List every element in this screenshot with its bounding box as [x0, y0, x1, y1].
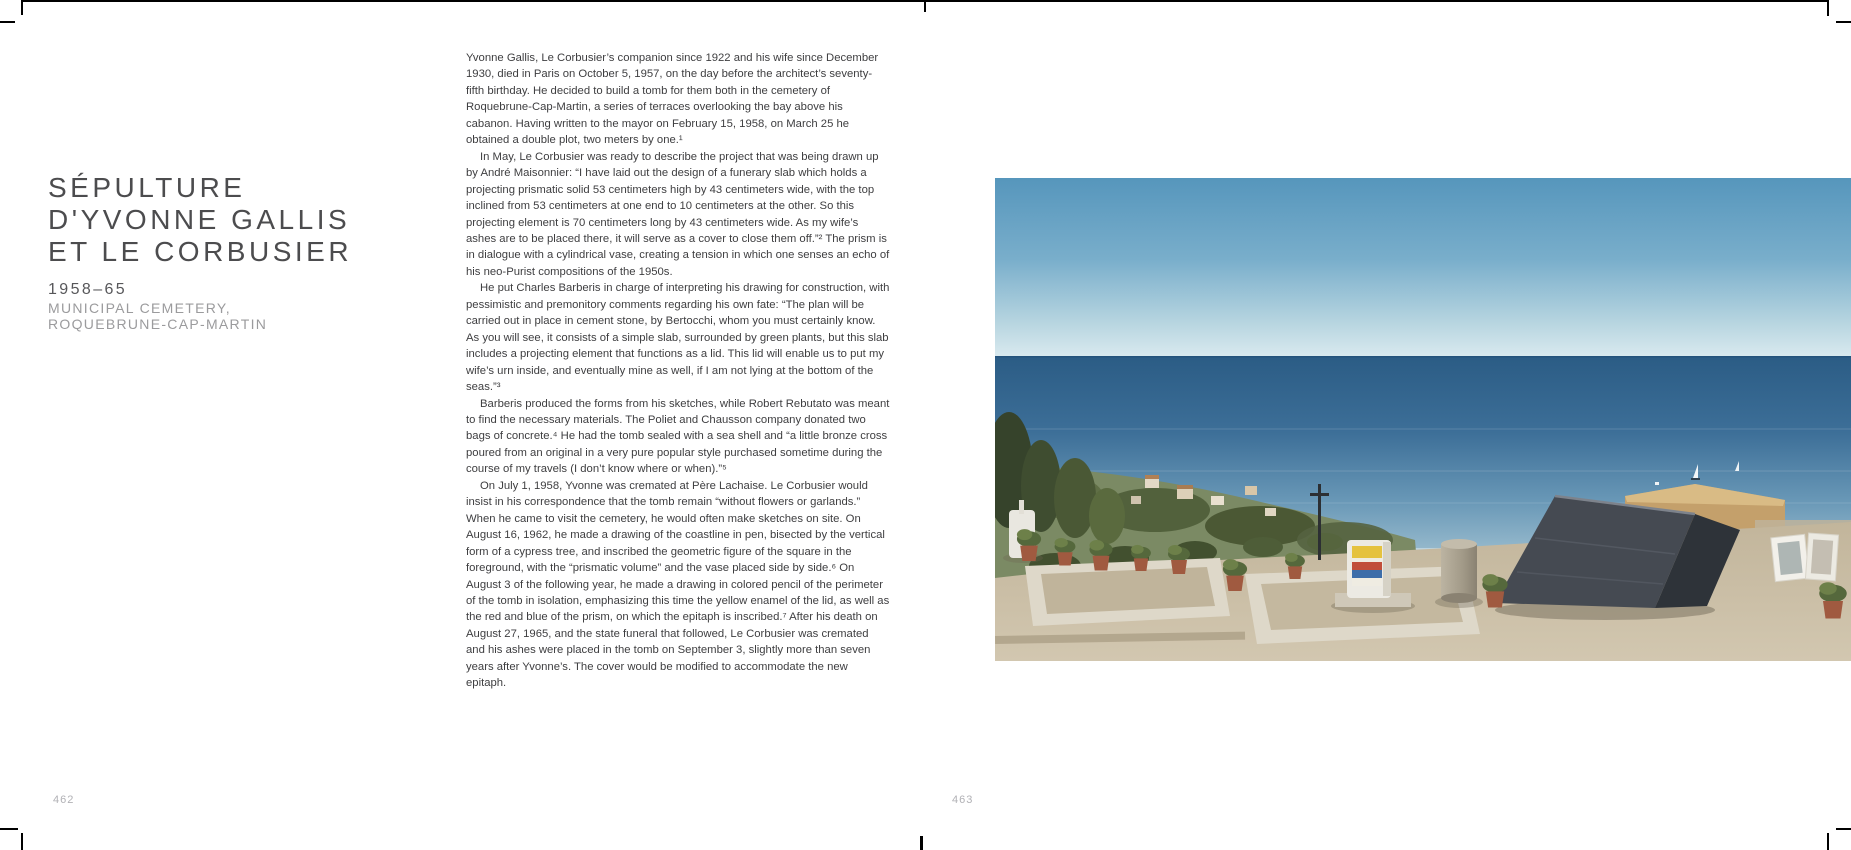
trim-mark-top-left-horizontal — [0, 21, 15, 23]
body-paragraph-5: On July 1, 1958, Yvonne was cremated at Père Lachaise. Le Corbusier would insist in his correspondence that the tomb remain “without flowers or garlands.” When he came to visit the cemetery, he would often make sketches on site. On August 16, 1962, he made a drawing of the coastline in pen, bisected by the vertical form of a cypress tree, and inscribed the geometric figure of the square in the foreground, with the “prismatic volume” and the vase placed side by side.⁶ On August 3 of the following year, he made a drawing in colored pencil of the perimeter of the tomb in isolation, emphasizing this time the yellow enamel of the lid, as well as the red and blue of the prism, on which the epitaph is inscribed.⁷ After his death on August 27, 1965, and the state funeral that followed, Le Corbusier was cremated and his ashes were placed in the tomb on September 3, slightly more than seven years after Yvonne’s. The cover would be modified to accommodate the new epitaph. — [466, 479, 890, 690]
chapter-title-line-3: ET LE CORBUSIER — [48, 236, 353, 267]
cemetery-photograph — [995, 178, 1851, 661]
photo-horizon-line — [995, 356, 1851, 358]
photo-cylindrical-vase — [1435, 539, 1483, 608]
trim-mark-bottom-right-horizontal — [1836, 828, 1851, 830]
trim-mark-bottom-gutter — [920, 836, 923, 850]
page-number-left: 462 — [53, 794, 75, 806]
trim-mark-bottom-left-vertical — [21, 833, 23, 850]
page-number-right: 463 — [952, 794, 974, 806]
body-paragraph-1: Yvonne Gallis, Le Corbusier’s companion since 1922 and his wife since December 1930, died in Paris on October 5, 1957, on the day before the architect’s seventy-fifth birthday. He decided to build a tomb for them both in the cemetery of Roquebrune-Cap-Martin, a series of terraces overlooking the bay above his cabanon. Having written to the mayor on February 15, 1958, on March 25 he obtained a double plot, two meters by one.¹ — [466, 52, 879, 147]
trim-mark-bottom-left-horizontal — [0, 828, 18, 830]
photo-sky — [995, 178, 1851, 359]
chapter-title-line-2: D'YVONNE GALLIS — [48, 204, 351, 235]
chapter-dates: 1958–65 — [48, 281, 128, 298]
body-paragraph-3: He put Charles Barberis in charge of interpreting his drawing for construction, with pessimistic and premonitory comments regarding his own fate: “The plan will be carried out in place in cement stone, by Bertocchi, whom you must certainly know. As you will see, it consists of a simple slab, surrounded by green plants, but this slab includes a projecting element that functions as a lid. This lid will enable us to put my wife’s urn inside, and eventually mine as well, if I am not lying at the bottom of the seas.”³ — [466, 282, 890, 394]
photo-framed-plaques — [1771, 533, 1839, 582]
chapter-location-line-2: ROQUEBRUNE-CAP-MARTIN — [48, 316, 268, 332]
body-paragraph-4: Barberis produced the forms from his sketches, while Robert Rebutato was meant to find the necessary materials. The Poliet and Chausson company donated two bags of concrete.⁴ He had the tomb sealed with a sea shell and “a little bronze cross poured from an original in a very pure popular style purchased sometime during the course of my travels (I don’t know where or when).”⁵ — [466, 397, 890, 476]
trim-mark-top-gutter — [924, 0, 926, 12]
trim-mark-top-right-vertical — [1827, 0, 1829, 16]
body-text-column — [466, 50, 890, 692]
body-paragraph-2: In May, Le Corbusier was ready to describe the project that was being drawn up by André Maisonnier: “I have laid out the design of a funerary slab which holds a projecting prismatic solid 53 centimeters high by 43 centimeters wide, with the top inclined from 53 centimeters at one end to 10 centimeters at the other. So this projecting element is 70 centimeters long by 43 centimeters wide. As my wife’s ashes are to be placed there, it will serve as a cover to close them off.”² The prism is in dialogue with a cylindrical vase, creating a tension in which one senses an echo of his neo-Purist compositions of the 1950s. — [466, 150, 890, 278]
trim-mark-top-right-horizontal — [1836, 21, 1851, 23]
chapter-title-line-1: SÉPULTURE — [48, 172, 246, 203]
trim-mark-top-left-vertical — [21, 0, 23, 15]
chapter-location-line-1: MUNICIPAL CEMETERY, — [48, 300, 231, 316]
trim-mark-bottom-right-vertical — [1827, 833, 1829, 850]
enamel-plaque — [1352, 546, 1382, 586]
chapter-title-block — [48, 172, 352, 332]
